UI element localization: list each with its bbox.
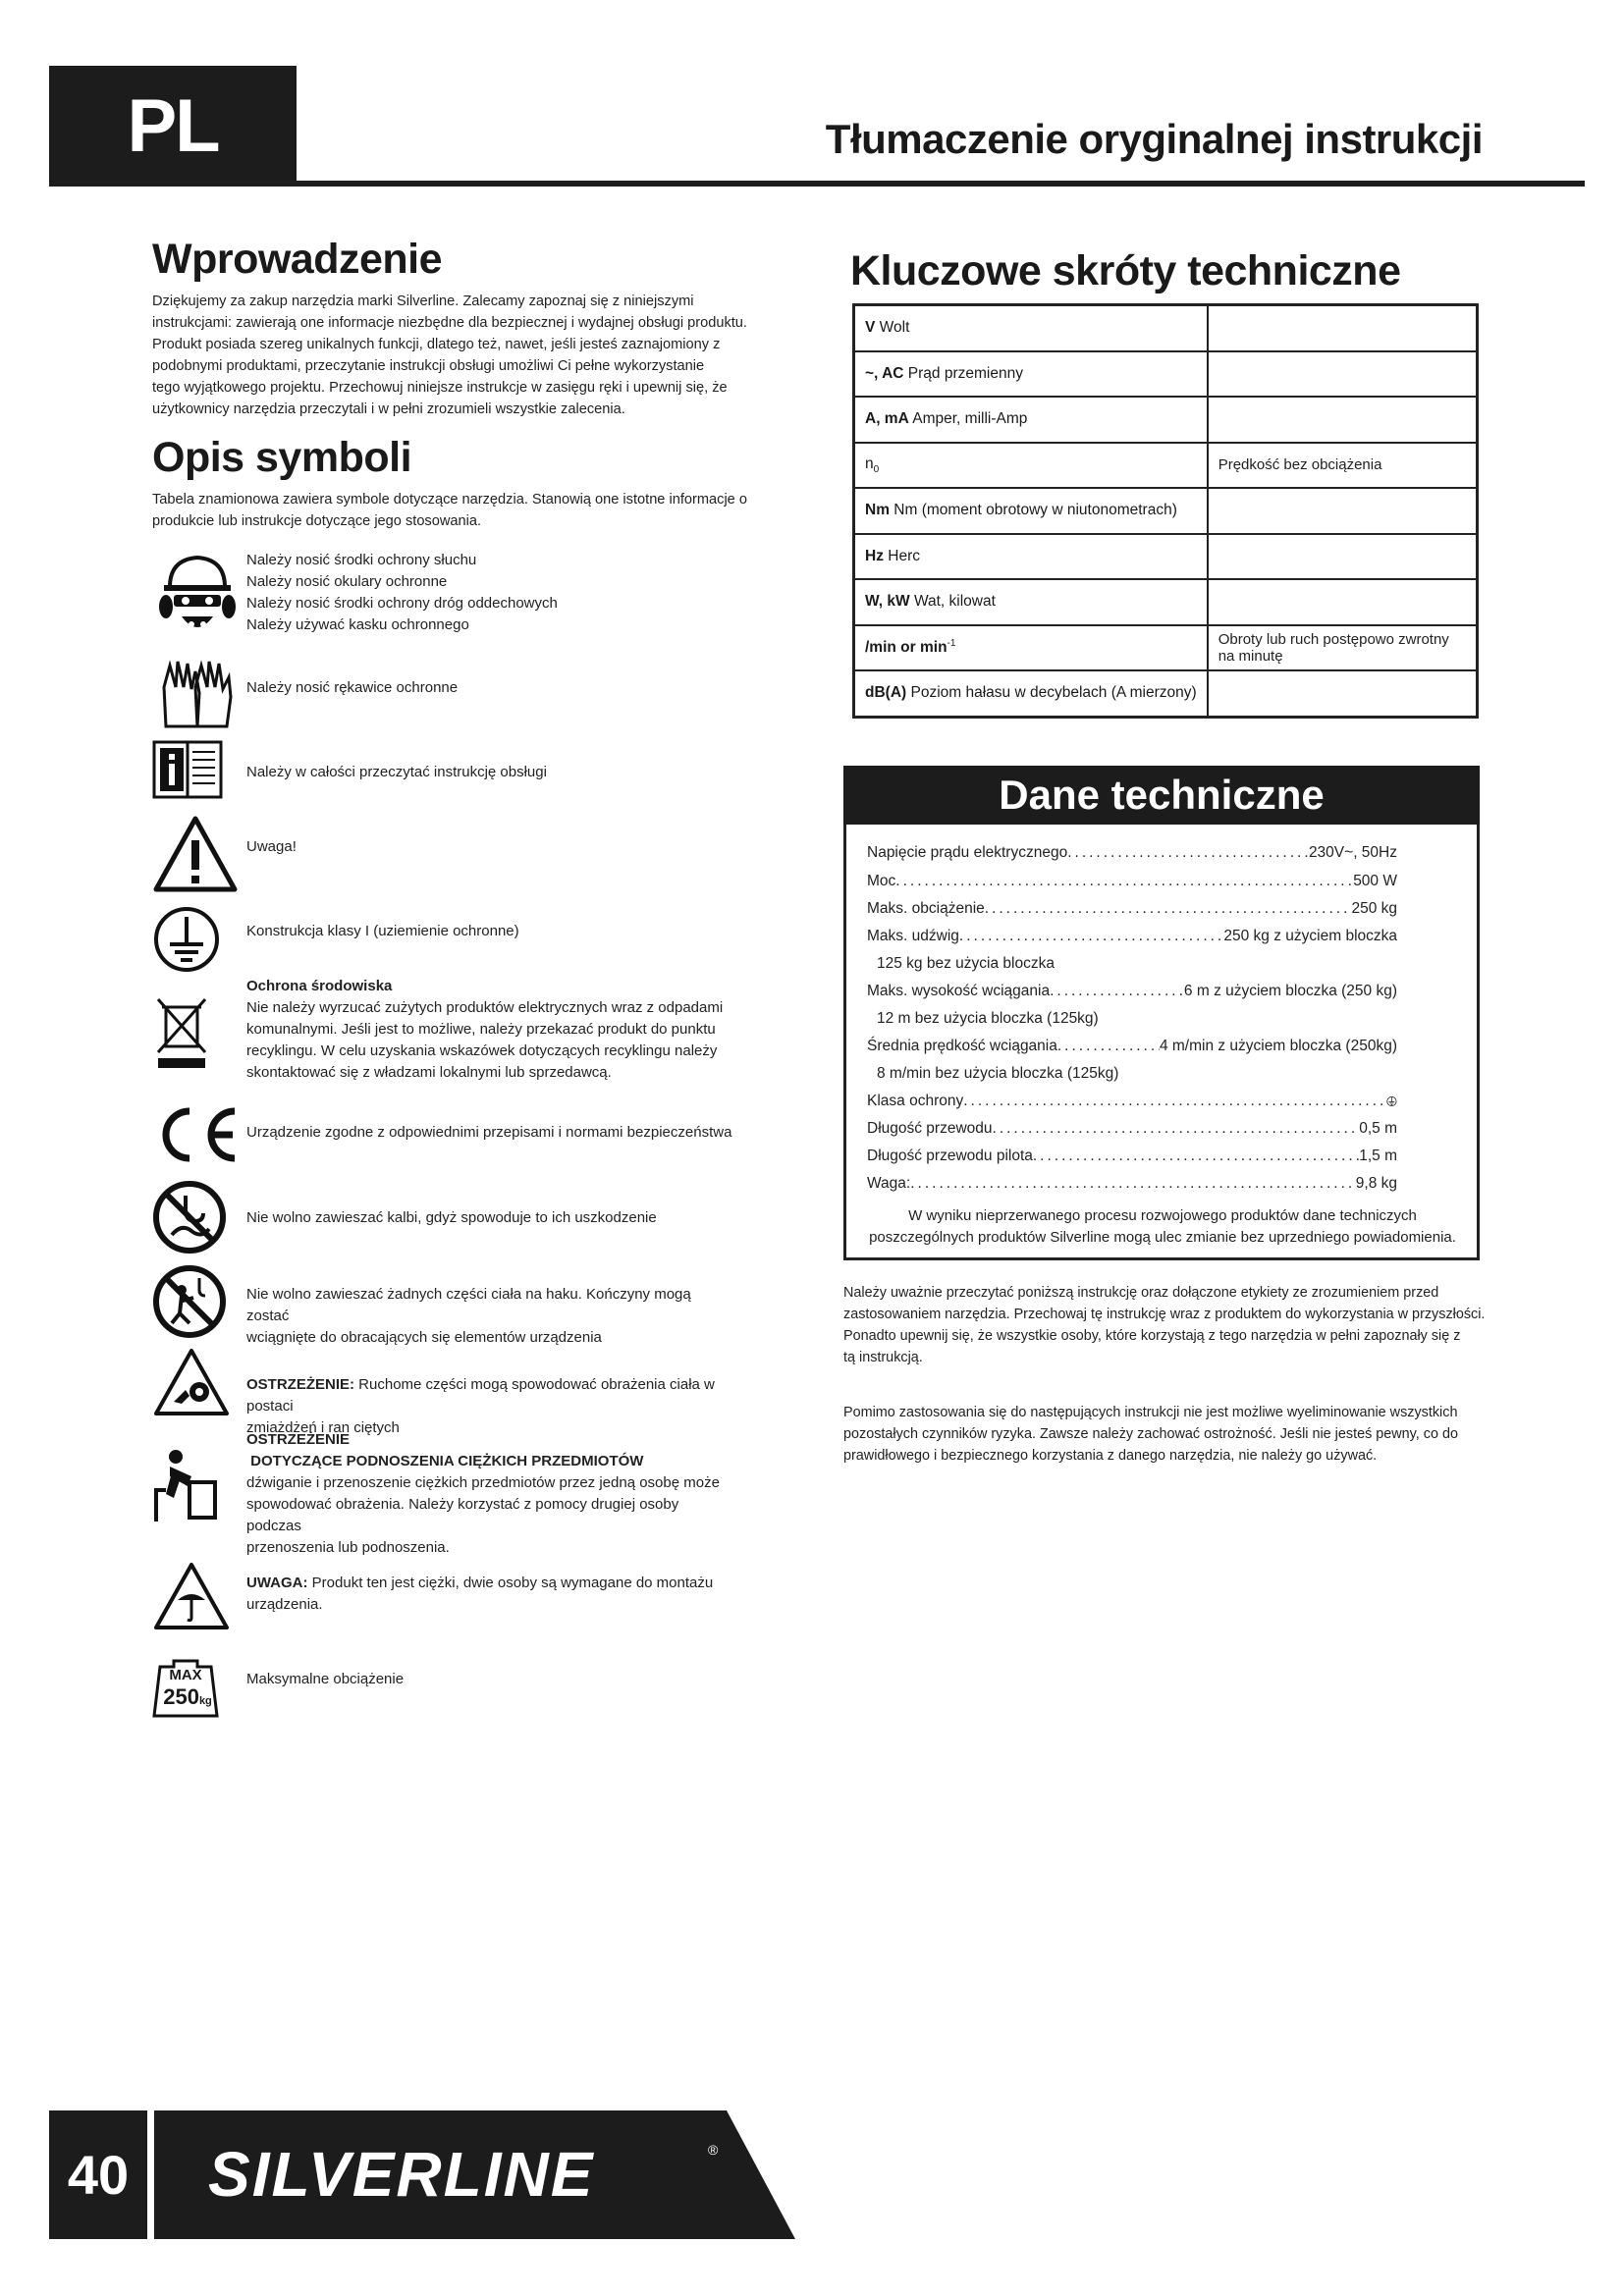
- symbol-text: urządzenia.: [246, 1596, 323, 1613]
- intro-heading: Wprowadzenie: [152, 236, 443, 283]
- spec-row: Średnia prędkość wciągania ..... 4 m/min z użyciem bloczka (250kg): [867, 1033, 1397, 1060]
- spec-row: Maks. wysokość wciągania ..... 6 m z użyciem bloczka (250 kg): [867, 978, 1397, 1005]
- ppe-head-icon: [152, 550, 243, 640]
- symbol-text: OSTRZEŻENIE: Ruchome części mogą spowodować obrażenia ciała w postaci: [246, 1376, 715, 1415]
- spec-row: Waga: ..... 9,8 kg: [867, 1170, 1397, 1198]
- symbol-text: zmiażdżeń i ran ciętych: [246, 1419, 400, 1436]
- heavy-lift-icon: [152, 1447, 221, 1525]
- table-row: ~, AC Prąd przemienny: [854, 351, 1478, 398]
- read-manual-icon: [152, 734, 223, 805]
- warning-label: OSTRZEŻENIE:: [246, 1376, 355, 1393]
- page-number: 40: [67, 2144, 130, 2206]
- table-row: Nm Nm (moment obrotowy w niutonometrach): [854, 488, 1478, 534]
- no-body-hook-icon: [152, 1264, 227, 1339]
- symbol-text: Konstrukcja klasy I (uziemienie ochronne): [246, 923, 519, 939]
- symbol-text: Należy nosić rękawice ochronne: [246, 679, 459, 696]
- footer-separator: [147, 2110, 154, 2239]
- gloves-icon: [152, 648, 243, 738]
- instructions-paragraph: Należy uważnie przeczytać poniższą instrukcję oraz dołączone etykiety ze zrozumieniem przed zastosowaniem narzędzia. Przechowaj tę instrukcję wraz z produktem do wykorzystania w przyszłości. Ponadto upewnij się, że wszystkie osoby, które korzystają z tego narzędzia w pełni zapoznały się z tą instrukcją.: [843, 1285, 1486, 1365]
- spec-row: Klasa ochrony .....: [867, 1088, 1397, 1115]
- registered-mark: ®: [708, 2142, 719, 2158]
- class-one-earth-icon: [152, 905, 221, 974]
- symbol-text: przenoszenia lub podnoszenia.: [246, 1539, 450, 1556]
- warning-icon: [152, 815, 239, 893]
- note-label: UWAGA:: [246, 1575, 308, 1591]
- heavy-warning-icon: [152, 1561, 231, 1631]
- table-row: W, kW Wat, kilowat: [854, 579, 1478, 625]
- symbol-text: recyklingu. W celu uzyskania wskazówek dotyczących recyklingu należy: [246, 1042, 718, 1059]
- symbol-text: spowodować obrażenia. Należy korzystać z pomocy drugiej osoby podczas: [246, 1496, 679, 1534]
- intro-text: Dziękujemy za zakup narzędzia marki Silverline. Zalecamy zapoznaj się z niniejszymi instrukcjami: zawierają one informacje niezbędne dla bezpiecznej i wydajnej obsługi produktu. Produkt posiada szereg unikalnych funkcji, dlatego też, nawet, jeśli jesteś zaznajomiony z podobnymi produktami, przeczytanie instrukcji obsługi umożliwi Ci pełne wykorzystanie tego wyjątkowego projektu. Przechowuj niniejsze instrukcje w zasięgu ręki i upewnij się, że użytkownicy narzędzia przeczytali i w pełni zrozumieli wszystkie zalecenia.: [152, 294, 747, 417]
- symbol-text: Należy używać kasku ochronnego: [246, 616, 469, 633]
- spec-row: Napięcie prądu elektrycznego ..... 230V~, 50Hz: [867, 839, 1397, 867]
- page-title: Tłumaczenie oryginalnej instrukcji: [825, 116, 1483, 162]
- abbreviations-table: [852, 303, 1479, 719]
- symbol-title: OSTRZEŻENIE: [246, 1431, 351, 1448]
- spec-row: Maks. obciążenie ..... 250 kg: [867, 895, 1397, 923]
- symbol-text: wciągnięte do obracających się elementów urządzenia: [246, 1329, 602, 1346]
- table-row: V Wolt: [854, 305, 1478, 351]
- symbol-text: Należy nosić środki ochrony dróg oddechowych: [246, 595, 558, 612]
- symbols-intro: Tabela znamionowa zawiera symbole dotyczące narzędzia. Stanowią one istotne informacje o produkcie lub instrukcje dotyczące jego stosowania.: [152, 492, 747, 529]
- spec-subrow: 8 m/min bez użycia bloczka (125kg): [877, 1065, 1119, 1082]
- table-row: $n_0$ Prędkość bez obciążenia: [854, 443, 1478, 489]
- symbol-text: Nie wolno zawieszać żadnych części ciała na haku. Kończyny mogą zostać: [246, 1286, 691, 1324]
- abbrev-heading: Kluczowe skróty techniczne: [850, 247, 1401, 294]
- symbols-heading: Opis symboli: [152, 434, 412, 481]
- specs-note: W wyniku nieprzerwanego procesu rozwojowego produktów dane techniczych poszczególnych produktów Silverline mogą ulec zmianie bez uprzedniego powiadomienia.: [869, 1207, 1456, 1246]
- table-row: Hz Herc: [854, 534, 1478, 580]
- symbol-text: Uwaga!: [246, 838, 297, 855]
- residual-risk-paragraph: Pomimo zastosowania się do następujących instrukcji nie jest możliwe wyeliminowanie wszystkich pozostałych czynników ryzyka. Zawsze należy zachować ostrożność. Jeśli nie jesteś pewny, co do prawidłowego i bezpiecznego korzystania z danego narzędzia, nie należy go używać.: [843, 1405, 1458, 1464]
- class-one-earth-icon: [1386, 1091, 1397, 1112]
- symbol-text: Nie wolno zawieszać kalbi, gdyż spowoduje to ich uszkodzenie: [246, 1209, 657, 1226]
- specs-heading: Dane techniczne: [843, 766, 1480, 825]
- table-row: A, mA Amper, milli-Amp: [854, 397, 1478, 443]
- header-rule: [295, 181, 1585, 187]
- weee-bin-icon: [152, 991, 211, 1070]
- symbol-title: Ochrona środowiska: [246, 978, 393, 994]
- language-code: PL: [127, 84, 219, 168]
- symbol-text: skontaktować się z władzami lokalnymi lub sprzedawcą.: [246, 1064, 612, 1081]
- max-load-icon: MAX 250kg: [152, 1659, 219, 1718]
- symbol-text: Urządzenie zgodne z odpowiednimi przepisami i normami bezpieczeństwa: [246, 1124, 732, 1141]
- symbol-text: komunalnymi. Jeśli jest to możliwe, należy przekazać produkt do punktu: [246, 1021, 716, 1038]
- symbol-text: Nie należy wyrzucać zużytych produktów elektrycznych wraz z odpadami: [246, 999, 724, 1016]
- symbol-text: UWAGA: Produkt ten jest ciężki, dwie osoby są wymagane do montażu: [246, 1575, 714, 1591]
- table-row: dB(A) Poziom hałasu w decybelach (A mierzony): [854, 670, 1478, 717]
- no-cable-hook-icon: [152, 1180, 227, 1255]
- spec-subrow: 125 kg bez użycia bloczka: [877, 955, 1055, 972]
- symbol-text: dźwiganie i przenoszenie ciężkich przedmiotów przez jedną osobę może: [246, 1474, 720, 1491]
- spec-row: Maks. udźwig ..... 250 kg z użyciem bloczka: [867, 923, 1397, 950]
- symbol-text: Należy nosić środki ochrony słuchu: [246, 552, 477, 568]
- ce-mark-icon: [152, 1105, 241, 1164]
- brand-logo: SILVERLINE: [208, 2139, 595, 2210]
- table-row: /min or $\min^{-1}$ Obroty lub ruch postępowo zwrotny na minutę: [854, 625, 1478, 671]
- spec-row: Moc ..... 500 W: [867, 868, 1397, 895]
- spec-subrow: 12 m bez użycia bloczka (125kg): [877, 1010, 1099, 1027]
- symbol-text: Maksymalne obciążenie: [246, 1671, 405, 1687]
- spec-row: Długość przewodu pilota ..... 1,5 m: [867, 1143, 1397, 1170]
- symbol-text: Należy w całości przeczytać instrukcję obsługi: [246, 764, 547, 780]
- symbol-text: Należy nosić okulary ochronne: [246, 573, 448, 590]
- moving-parts-warning-icon: [152, 1347, 231, 1417]
- symbol-title: DOTYCZĄCE PODNOSZENIA CIĘŻKICH PRZEDMIOTÓW: [246, 1453, 644, 1469]
- spec-row: Długość przewodu ..... 0,5 m: [867, 1115, 1397, 1143]
